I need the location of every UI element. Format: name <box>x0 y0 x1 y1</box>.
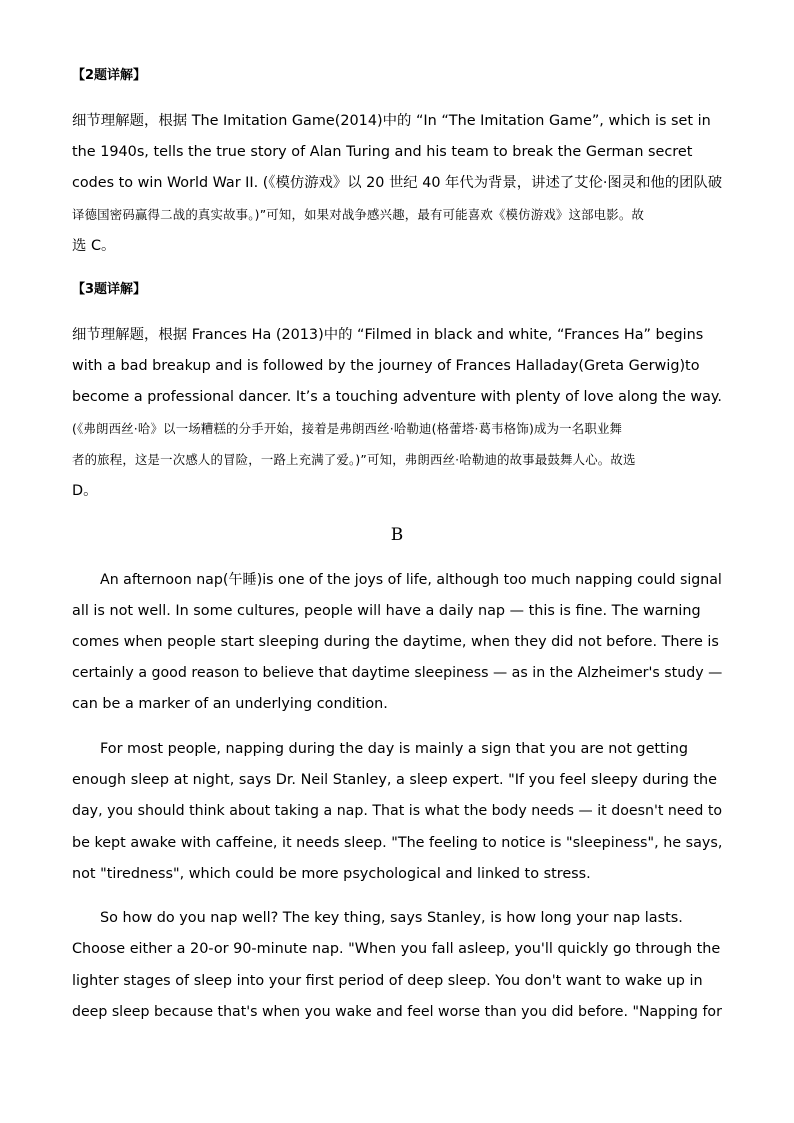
passage-line: An afternoon nap(午睡)is one of the joys of life, although too much napping could signal <box>100 572 722 588</box>
q3-header: 【3题详解】 <box>72 282 147 297</box>
q2-line: 选 C。 <box>72 238 116 254</box>
passage-line: all is not well. In some cultures, people will have a daily nap — this is fine. The warning <box>72 603 701 619</box>
q2-line: codes to win World War II. (《模仿游戏》以 20 世纪 40 年代为背景，讲述了艾伦·图灵和他的团队破 <box>72 175 723 191</box>
q3-line: with a bad breakup and is followed by the journey of Frances Halladay(Greta Gerwig)to <box>72 358 700 374</box>
passage-line: comes when people start sleeping during the daytime, when they did not before. There is <box>72 634 719 650</box>
q2-line: 细节理解题，根据 The Imitation Game(2014)中的 “In “The Imitation Game”, which is set in <box>72 113 711 129</box>
q3-line: D。 <box>72 483 98 499</box>
q2-line: the 1940s, tells the true story of Alan Turing and his team to break the German secret <box>72 144 693 160</box>
q3-line: 细节理解题，根据 Frances Ha (2013)中的 “Filmed in black and white, “Frances Ha” begins <box>72 327 704 343</box>
passage-line: not "tiredness", which could be more psychological and linked to stress. <box>72 866 591 882</box>
q2-line: 译德国密码赢得二战的真实故事。)”可知，如果对战争感兴趣，最有可能喜欢《模仿游戏》这部电影。故 <box>72 207 645 222</box>
passage-line: enough sleep at night, says Dr. Neil Stanley, a sleep expert. "If you feel sleepy during the <box>72 772 718 788</box>
passage-line: day, you should think about taking a nap. That is what the body needs — it doesn't need to <box>72 803 723 819</box>
q2-header: 【2题详解】 <box>72 68 147 83</box>
passage-line: Choose either a 20-or 90-minute nap. "When you fall asleep, you'll quickly go through the <box>72 941 721 957</box>
passage-line: So how do you nap well? The key thing, says Stanley, is how long your nap lasts. <box>100 910 683 926</box>
passage-line: certainly a good reason to believe that daytime sleepiness — as in the Alzheimer's study — <box>72 665 723 681</box>
q3-line: (《弗朗西丝·哈》以一场糟糕的分手开始，接着是弗朗西丝·哈勒迪(格蕾塔·葛韦格饰)成为一名职业舞 <box>72 421 623 436</box>
section-title: B <box>390 525 404 545</box>
passage-line: deep sleep because that's when you wake and feel worse than you did before. "Napping for <box>72 1004 722 1020</box>
passage-line: lighter stages of sleep into your first period of deep sleep. You don't want to wake up in <box>72 973 703 989</box>
passage-line: can be a marker of an underlying condition. <box>72 696 388 712</box>
q3-line: 者的旅程，这是一次感人的冒险，一路上充满了爱。)”可知，弗朗西丝·哈勒迪的故事最鼓舞人心。故选 <box>72 452 636 467</box>
passage-line: For most people, napping during the day is mainly a sign that you are not getting <box>100 741 688 757</box>
q3-line: become a professional dancer. It’s a touching adventure with plenty of love along the way. <box>72 389 722 405</box>
passage-line: be kept awake with caffeine, it needs sleep. "The feeling to notice is "sleepiness", he says, <box>72 835 723 851</box>
